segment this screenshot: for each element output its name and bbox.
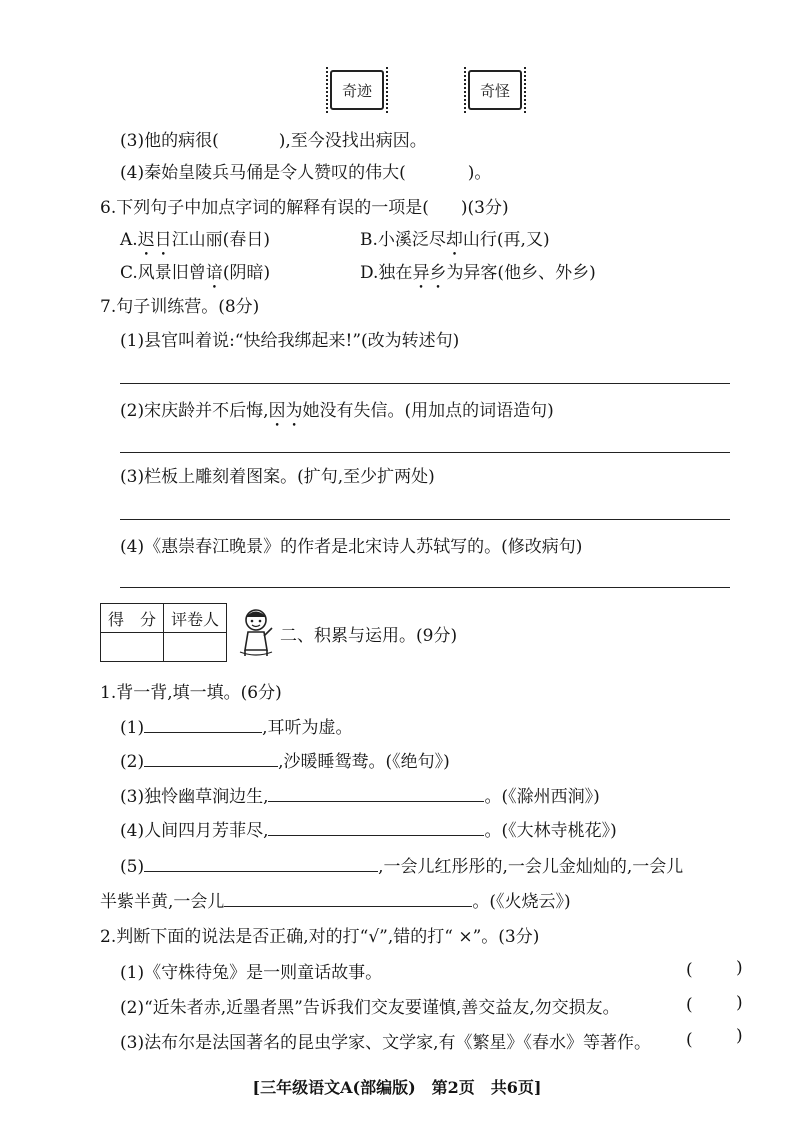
score-table: [100, 603, 227, 662]
q6-stem: [100, 197, 509, 219]
fill-blank[interactable]: [144, 716, 262, 733]
item-rest: 。(《大林寺桃花》): [484, 821, 617, 841]
q6-stem-end: )(3分): [460, 198, 509, 218]
answer-paren-open[interactable]: (: [686, 960, 693, 980]
item-prefix: (2): [120, 752, 145, 772]
q5-item-4-after: )。: [467, 163, 492, 183]
word-box-qiguai: [468, 70, 522, 110]
item-prefix: (3)独怜幽草涧边生,: [120, 787, 269, 807]
answer-paren-close: ): [736, 1026, 743, 1046]
q7-item-4: (4)《惠崇春江晚景》的作者是北宋诗人苏轼写的。(修改病句): [120, 537, 583, 557]
fill-blank[interactable]: [268, 819, 484, 836]
dotted-word: 异乡: [412, 263, 447, 283]
fill-blank[interactable]: [144, 750, 278, 767]
fill-blank[interactable]: [224, 890, 472, 907]
q6-option-c: [120, 262, 270, 293]
answer-line[interactable]: [120, 587, 730, 588]
option-rest: 江山丽(春日): [171, 230, 270, 250]
item-prefix: 半紫半黄,一会儿: [100, 892, 225, 912]
q6-stem-text: 6.下列句子中加点字词的解释有误的一项是(: [100, 198, 429, 218]
q6-option-b: [360, 229, 550, 260]
score-cell[interactable]: [101, 633, 164, 662]
dotted-word: 因为: [268, 401, 303, 421]
item-rest: ,一会儿红彤彤的,一会儿金灿灿的,一会儿: [378, 857, 684, 877]
answer-paren-open[interactable]: (: [686, 995, 693, 1015]
s2q1-title: 1.背一背,填一填。(6分): [100, 683, 282, 703]
s2q2-item-1: (1)《守株待兔》是一则童话故事。: [120, 963, 383, 983]
answer-line[interactable]: [120, 452, 730, 453]
item-rest: 。(《滁州西涧》): [484, 787, 600, 807]
q7-item-3: (3)栏板上雕刻着图案。(扩句,至少扩两处): [120, 467, 435, 487]
option-prefix: C.风景旧曾: [120, 263, 206, 283]
option-prefix: A.: [120, 230, 138, 250]
q7-item-2: [120, 400, 554, 431]
q6-option-a: [120, 229, 270, 260]
s2q1-item-5: [120, 855, 683, 878]
s2q1-item-4: [120, 819, 617, 842]
dotted-word: 迟日: [137, 230, 172, 250]
s2q1-item-3: [120, 785, 600, 808]
item-prefix: (1): [120, 718, 145, 738]
score-header: 得 分: [101, 604, 164, 633]
item-rest: 。(《火烧云》): [472, 892, 571, 912]
section-2-title: 二、积累与运用。(9分): [280, 626, 458, 646]
word-box-label: 奇迹: [341, 81, 372, 100]
item-rest: ,沙暖睡鸳鸯。(《绝句》): [278, 752, 450, 772]
item-prefix: (5): [120, 857, 145, 877]
item-prefix: (4)人间四月芳菲尽,: [120, 821, 269, 841]
s2q2-item-2: (2)“近朱者赤,近墨者黑”告诉我们交友要谨慎,善交益友,勿交损友。: [120, 998, 620, 1018]
page-footer: [三年级语文A(部编版) 第2页 共6页]: [252, 1078, 542, 1097]
option-prefix: B.小溪泛尽: [360, 230, 446, 250]
option-rest: 山行(再,又): [462, 230, 550, 250]
s2q1-item-1: [120, 716, 353, 739]
word-box-qiji: [330, 70, 384, 110]
fill-blank[interactable]: [144, 855, 378, 872]
dotted-word: 谙: [205, 263, 223, 283]
answer-line[interactable]: [120, 383, 730, 384]
s2q2-item-3: (3)法布尔是法国著名的昆虫学家、文学家,有《繁星》《春水》等著作。: [120, 1033, 651, 1053]
q5-item-4-before: (4)秦始皇陵兵马俑是令人赞叹的伟大(: [120, 163, 406, 183]
q5-item-3: [120, 130, 427, 152]
option-rest: 为异客(他乡、外乡): [446, 263, 596, 283]
q7-item-2-pre: (2)宋庆龄并不后悔,: [120, 401, 269, 421]
grader-cell[interactable]: [164, 633, 227, 662]
q7-item-2-post: 她没有失信。(用加点的词语造句): [302, 401, 554, 421]
answer-paren-close: ): [736, 993, 743, 1013]
q7-item-1: (1)县官叫着说:“快给我绑起来!”(改为转述句): [120, 331, 460, 351]
q6-option-d: [360, 262, 596, 293]
s2q1-item-2: [120, 750, 450, 773]
grader-header: 评卷人: [164, 604, 227, 633]
q7-title: 7.句子训练营。(8分): [100, 297, 260, 317]
q5-item-3-after: ),至今没找出病因。: [278, 131, 427, 151]
item-rest: ,耳听为虚。: [262, 718, 353, 738]
s2q2-title: 2.判断下面的说法是否正确,对的打“√”,错的打“ ×”。(3分): [100, 927, 540, 947]
option-rest: (阴暗): [222, 263, 271, 283]
answer-line[interactable]: [120, 519, 730, 520]
s2q1-item-5-continued: [100, 890, 571, 913]
answer-paren-open[interactable]: (: [686, 1030, 693, 1050]
dotted-word: 却: [445, 230, 463, 250]
fill-blank[interactable]: [268, 785, 484, 802]
answer-paren-close: ): [736, 958, 743, 978]
q5-item-3-before: (3)他的病很(: [120, 131, 219, 151]
q5-item-4: [120, 162, 491, 184]
word-box-label: 奇怪: [479, 81, 510, 100]
option-prefix: D.独在: [360, 263, 413, 283]
student-mascot-icon: [236, 606, 276, 658]
